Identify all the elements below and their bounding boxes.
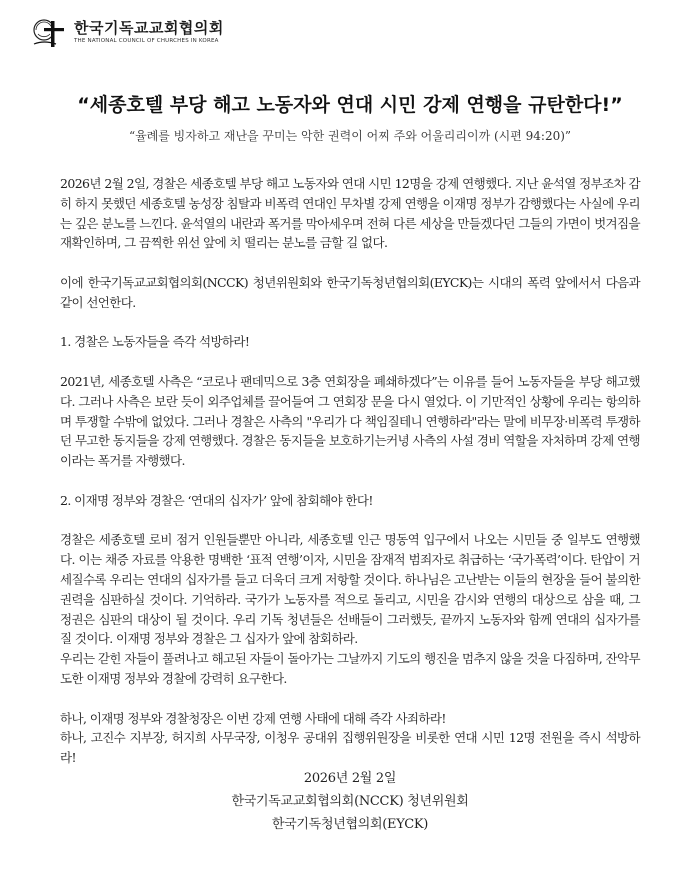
ncck-cross-logo-icon	[30, 13, 70, 51]
signature-org-eyck: 한국기독청년협의회(EYCK)	[271, 817, 429, 832]
paragraph-targeted-arrests: 경찰은 세종호텔 로비 점거 인원들뿐만 아니라, 세종호텔 인근 명동역 입구에서 나오는 시민들 중 일부도 연행했다. 이는 채증 자료를 악용한 명백한 ‘표적 연행’이자, 시민을 잠재적 범죄자로 취급하는 ‘국가폭력’이다. 탄압이 거세질수록 우리는 연대의 십자가를 들고 더욱더 크게 저항할 것이다. 하나님은 고난받는 이들의 현장을 들어 불의한 권력을 심판하실 것이다. 기억하라. 국가가 노동자를 적으로 돌리고, 시민을 감시와 연행의 대상으로 삼을 때, 그 정권은 심판의 대상이 될 것이다. 우리 기독 청년들은 선배들이 그러했듯, 끝까지 노동자와 함께 연대의 십자가를 질 것이다. 이재명 정부와 경찰은 그 십자가 앞에 참회하라.	[60, 532, 640, 647]
signature-block	[0, 767, 700, 836]
paragraph-background: 2021년, 세종호텔 사측은 “코로나 팬데믹으로 3층 연회장을 폐쇄하겠다”는 이유를 들어 노동자들을 부당 해고했다. 그러나 사측은 보란 듯이 외주업체를 끌어들여 그 연회장 문을 다시 열었다. 이 기만적인 상황에 우리는 항의하며 투쟁할 수밖에 없었다. 그러나 경찰은 사측의 "우리가 다 책임질테니 연행하라"라는 말에 비무장·비폭력 투쟁하던 무고한 동지들을 강제 연행했다. 경찰은 동지들을 보호하기는커녕 사측의 사설 경비 역할을 자처하며 강제 연행이라는 폭거를 자행했다.	[60, 373, 640, 469]
paragraph-resolution: 우리는 갇힌 자들이 풀려나고 해고된 자들이 돌아가는 그날까지 기도의 행진을 멈추지 않을 것을 다짐하며, 잔악무도한 이재명 정부와 경찰에 강력히 요구한다.	[60, 651, 640, 686]
demand-heading-1: 1. 경찰은 노동자들을 즉각 석방하라!	[60, 334, 250, 350]
paragraph-intro: 2026년 2월 2일, 경찰은 세종호텔 부당 해고 노동자와 연대 시민 12명을 강제 연행했다. 지난 윤석열 정부조차 감히 하지 못했던 세종호텔 농성장 침탈과 비폭력 연대인 무차별 강제 연행을 이재명 정부가 감행했다는 사실에 우리는 깊은 분노를 느낀다. 윤석열의 내란과 폭거를 막아세우며 전혀 다른 세상을 만들겠다던 그들의 가면이 벗겨짐을 재확인하며, 그 끔찍한 위선 앞에 치 떨리는 분노를 금할 길 없다.	[60, 176, 640, 251]
demand-release: 하나, 고진수 지부장, 허지희 사무국장, 이청우 공대위 집행위원장을 비롯한 연대 시민 12명 전원을 즉시 석방하라!	[60, 730, 640, 766]
org-name: 한국기독교교회협의회	[74, 19, 224, 37]
org-name-english: THE NATIONAL COUNCIL OF CHURCHES IN KOREA	[74, 38, 219, 44]
signature-org-ncck: 한국기독교교회협의회(NCCK) 청년위원회	[231, 794, 469, 809]
statement-body	[60, 174, 640, 768]
demand-apology: 하나, 이재명 정부와 경찰청장은 이번 강제 연행 사태에 대해 즉각 사죄하라!	[60, 710, 446, 726]
demand-heading-2: 2. 이재명 정부와 경찰은 ‘연대의 십자가’ 앞에 참회해야 한다!	[60, 492, 373, 508]
paragraph-declaration: 이에 한국기독교교회협의회(NCCK) 청년위원회와 한국기독청년협의회(EYCK)는 시대의 폭력 앞에서서 다음과 같이 선언한다.	[60, 274, 640, 310]
scripture-subtitle: “율례를 빙자하고 재난을 꾸미는 악한 권력이 어찌 주와 어울리리이까 (시편 94:20)”	[128, 129, 572, 143]
letterhead	[30, 12, 224, 52]
statement-title: “세종호텔 부당 해고 노동자와 연대 시민 강제 연행을 규탄한다!”	[77, 94, 623, 116]
signature-date: 2026년 2월 2일	[303, 771, 397, 786]
